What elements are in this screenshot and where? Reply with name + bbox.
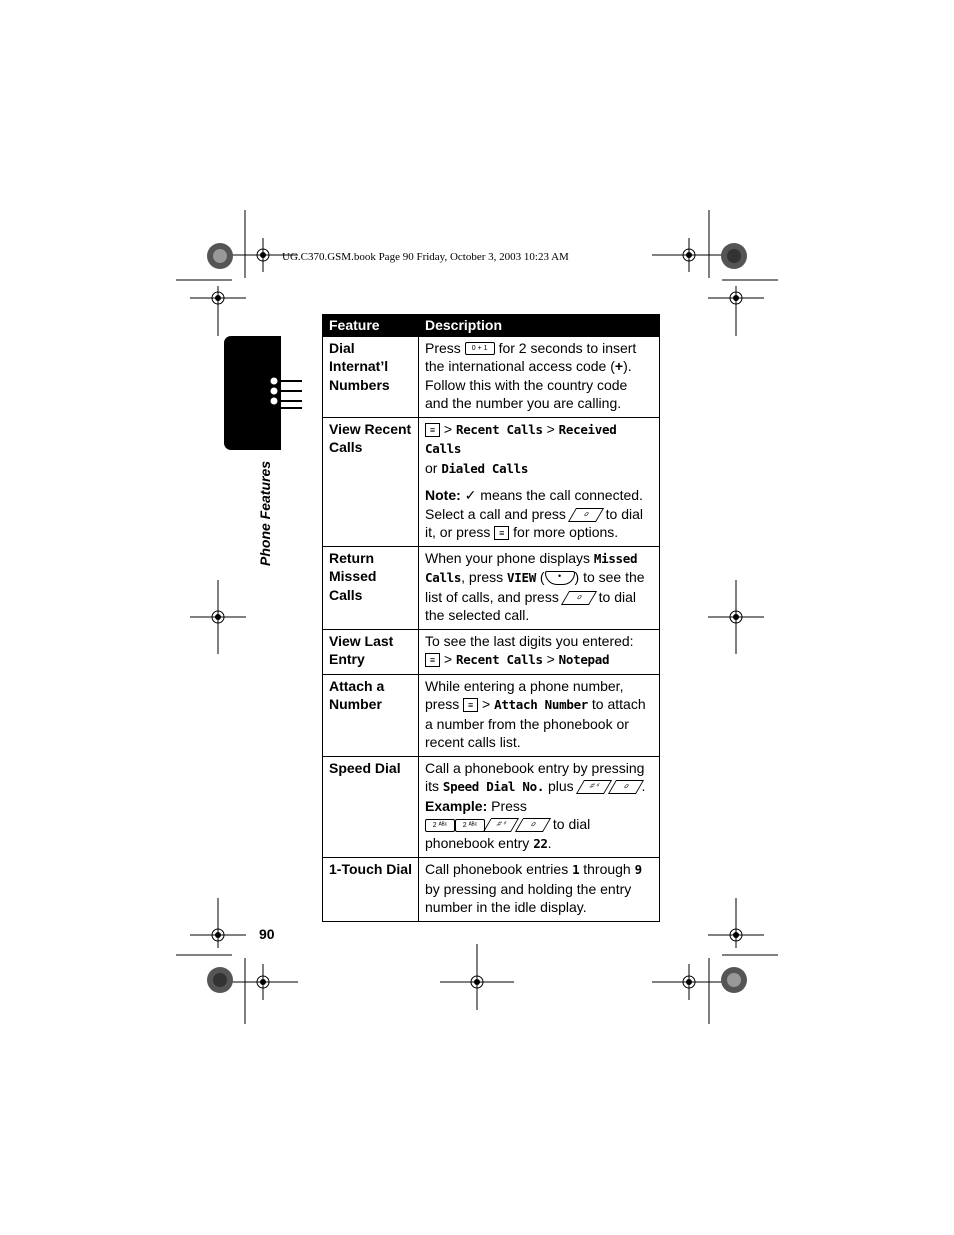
menu-key-icon: ≡ <box>463 698 478 712</box>
table-header-row <box>323 315 660 337</box>
nav-center-key-icon: • <box>545 571 575 585</box>
feature-cell: View Last Entry <box>323 629 419 674</box>
column-header-description: Description <box>419 315 660 337</box>
two-key-icon: 2 ᴬᴮᶜ <box>455 819 485 832</box>
feature-cell: View Recent Calls <box>323 417 419 546</box>
send-key-icon: o <box>515 818 551 832</box>
column-header-feature: Feature <box>323 315 419 337</box>
table-row <box>323 336 660 417</box>
description-cell: Call phonebook entries 1 through 9 by pressing and holding the entry number in the idle display. <box>419 858 660 922</box>
menu-key-icon: ≡ <box>425 653 440 667</box>
table-row <box>323 756 660 858</box>
send-key-icon: o <box>568 508 604 522</box>
two-key-icon: 2 ᴬᴮᶜ <box>425 819 455 832</box>
feature-cell: Return Missed Calls <box>323 546 419 629</box>
description-cell: Call a phonebook entry by pressing its Speed Dial No. plus # ⁶ o . Example: Press 2 ᴬᴮᶜ 2 ᴬᴮᶜ # ⁶ o to dial phonebook entry 22. <box>419 756 660 858</box>
hash-key-icon: # ⁶ <box>575 780 611 794</box>
page-number: 90 <box>259 926 275 942</box>
description-cell: While entering a phone number, press ≡ > Attach Number to attach a number from the phonebook or recent calls list. <box>419 674 660 756</box>
feature-cell: Dial Internat’l Numbers <box>323 336 419 417</box>
zero-plus-key-icon: 0 + 1 <box>465 342 495 355</box>
description-cell: To see the last digits you entered: ≡ > Recent Calls > Notepad <box>419 629 660 674</box>
menu-key-icon: ≡ <box>425 423 440 437</box>
table-row <box>323 629 660 674</box>
side-section-label: Phone Features <box>257 460 273 566</box>
feature-cell: 1-Touch Dial <box>323 858 419 922</box>
hash-key-icon: # ⁶ <box>483 818 519 832</box>
description-cell: When your phone displays Missed Calls, press VIEW ( • ) to see the list of calls, and press o to dial the selected call. <box>419 546 660 629</box>
print-header: UG.C370.GSM.book Page 90 Friday, October 3, 2003 10:23 AM <box>282 251 569 263</box>
menu-key-icon: ≡ <box>494 526 509 540</box>
table-row <box>323 858 660 922</box>
send-key-icon: o <box>607 780 643 794</box>
feature-cell: Attach a Number <box>323 674 419 756</box>
description-cell: Press 0 + 1 for 2 seconds to insert the international access code (+). Follow this with the country code and the number you are calling. <box>419 336 660 417</box>
table-row <box>323 546 660 629</box>
table-row <box>323 674 660 756</box>
phone-features-icon <box>266 372 306 412</box>
description-cell: ≡ > Recent Calls > Received Calls or Dialed Calls Note: ✓ means the call connected. Select a call and press o to dial it, or press ≡ for more options. <box>419 417 660 546</box>
table-row <box>323 417 660 546</box>
send-key-icon: o <box>561 591 597 605</box>
feature-cell: Speed Dial <box>323 756 419 858</box>
features-table <box>322 314 660 922</box>
